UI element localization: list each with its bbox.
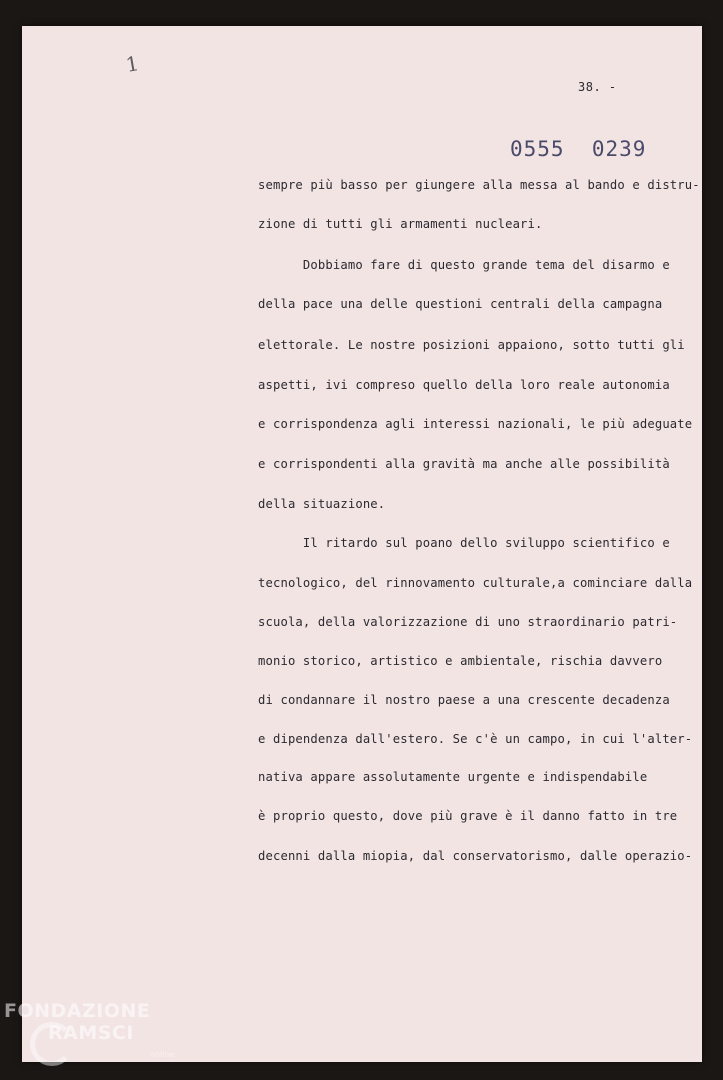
text-line: Dobbiamo fare di questo grande tema del disarmo e	[258, 258, 670, 272]
text-line: nativa appare assolutamente urgente e indispendabile	[258, 770, 648, 784]
text-line: della situazione.	[258, 497, 386, 511]
watermark-line2: RAMSCI	[48, 1022, 134, 1044]
page-number: 38. -	[578, 80, 617, 94]
text-line: elettorale. Le nostre posizioni appaiono, sotto tutti gli	[258, 338, 685, 352]
text-line: decenni dalla miopia, dal conservatorismo, dalle operazio-	[258, 849, 693, 863]
text-line: della pace una delle questioni centrali della campagna	[258, 297, 663, 311]
text-line: e corrispondenza agli interessi nazionali, le più adeguate	[258, 417, 693, 431]
watermark-suffix: online	[150, 1050, 175, 1059]
text-line: tecnologico, del rinnovamento culturale,a cominciare dalla	[258, 576, 693, 590]
text-line: è proprio questo, dove più grave è il danno fatto in tre	[258, 809, 678, 823]
text-line: e dipendenza dall'estero. Se c'è un campo, in cui l'alter-	[258, 732, 693, 746]
text-line: monio storico, artistico e ambientale, rischia davvero	[258, 654, 663, 668]
pencil-mark: 1	[124, 51, 141, 77]
watermark-line1: FONDAZIONE	[4, 1000, 151, 1022]
text-line: zione di tutti gli armamenti nucleari.	[258, 217, 543, 231]
text-line: e corrispondenti alla gravità ma anche alle possibilità	[258, 457, 670, 471]
text-line: sempre più basso per giungere alla messa al bando e distru-	[258, 178, 700, 192]
text-line: di condannare il nostro paese a una crescente decadenza	[258, 693, 670, 707]
text-line: aspetti, ivi compreso quello della loro reale autonomia	[258, 378, 670, 392]
fondazione-gramsci-watermark	[4, 1000, 184, 1080]
archive-number: 0555 0239	[510, 137, 647, 161]
text-line: Il ritardo sul poano dello sviluppo scientifico e	[258, 536, 670, 550]
text-line: scuola, della valorizzazione di uno straordinario patri-	[258, 615, 678, 629]
